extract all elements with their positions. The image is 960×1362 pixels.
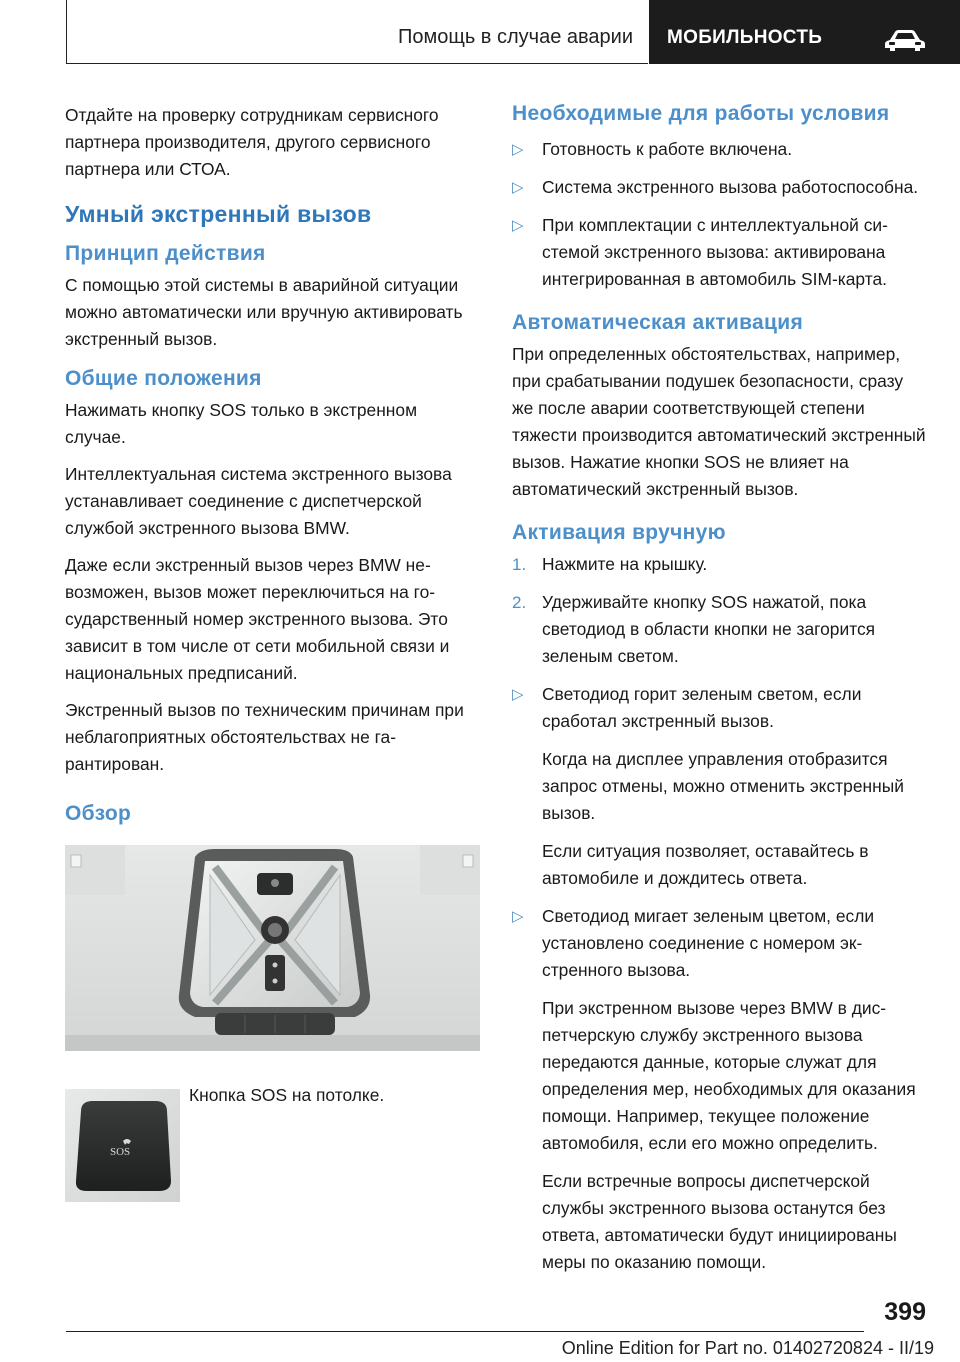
principle-heading: Принцип действия [65, 242, 266, 265]
page-number: 399 [884, 1298, 926, 1326]
list-item: ▷ Готовность к работе включена. [512, 136, 927, 163]
general-paragraph: Экстренный вызов по техническим причинам при неблагоприятных обстоятельствах не гарантирован. [65, 700, 464, 774]
ceiling-console-image [65, 845, 480, 1051]
general-paragraph: Даже если экстренный вызов через BMW невозможен, вызов может переключиться на государственный номер экстренного вызова. Это зависит в том числе от сети мобильной связи и национальных предписаний. [65, 555, 450, 683]
header-chapter-label: МОБИЛЬНОСТЬ [667, 27, 823, 48]
right-column [512, 102, 927, 1287]
list-item: ▷ При комплектации с интеллектуальной системой экстренного вызова: активирована интегрированная в автомобиль SIM-карта. [512, 212, 927, 293]
car-icon [884, 28, 926, 52]
triangle-bullet-icon: ▷ [512, 908, 524, 925]
list-item: ▷ Светодиод горит зеленым светом, если сработал экстренный вызов. [512, 681, 927, 735]
sos-label: SOS [110, 1146, 131, 1158]
manual-activation-heading: Активация вручную [512, 521, 726, 544]
header-section-title: Помощь в случае аварии [398, 26, 633, 48]
general-heading: Общие положения [65, 367, 262, 390]
sub-paragraph: При экстренном вызове через BMW в диспетчерскую службу экстренного вызова передаются данные, которые служат для определения мер, необходимых для оказания помощи. Например, текущее положение автомобиля, если его можно определить. [542, 998, 916, 1153]
footer-rule [66, 1331, 864, 1332]
list-item: ▷ Светодиод мигает зеленым цветом, если установлено соединение с номером экстренного вызова. [512, 903, 927, 984]
main-heading: Умный экстренный вызов [65, 201, 372, 227]
header-rule-bottom [66, 63, 648, 64]
auto-activation-heading: Автоматическая активация [512, 311, 804, 334]
general-paragraph: Нажимать кнопку SOS только в экстренном случае. [65, 400, 418, 447]
sos-button-image [65, 1089, 180, 1202]
overview-heading: Обзор [65, 802, 132, 825]
sub-paragraph: Если встречные вопросы диспетчерской службы экстренного вызова останутся без ответа, автоматически будут инициированы меры по оказанию помощи. [542, 1171, 897, 1272]
triangle-bullet-icon: ▷ [512, 217, 524, 234]
triangle-bullet-icon: ▷ [512, 141, 524, 158]
sub-paragraph: Если ситуация позволяет, оставайтесь в автомобиле и дождитесь ответа. [542, 841, 869, 888]
step-item: 2. Удерживайте кнопку SOS нажатой, пока светодиод в области кнопки не загорится зеленым светом. [512, 592, 876, 666]
conditions-heading: Необходимые для работы условия [512, 102, 890, 125]
intro-paragraph: Отдайте на проверку сотрудникам сервисного партнера производителя, другого сервисного партнера или СТОА. [65, 105, 439, 179]
footer-edition: Online Edition for Part no. 01402720824 - II/19 [561, 1338, 934, 1358]
image-caption: Кнопка SOS на потолке. [189, 1085, 385, 1105]
list-item: ▷ Система экстренного вызова работоспособна. [512, 174, 927, 201]
sub-paragraph: Когда на дисплее управления отобразится запрос отмены, можно отменить экстренный вызов. [542, 749, 904, 823]
triangle-bullet-icon: ▷ [512, 179, 524, 196]
general-paragraph: Интеллектуальная система экстренного вызова устанавливает соединение с диспетчерской службой экстренного вызова BMW. [65, 464, 452, 538]
auto-activation-paragraph: При определенных обстоятельствах, например, при срабатывании подушек безопасности, сразу же после аварии соответствующей степени тяжести производится автоматический экстренный вызов. Нажатие кнопки SOS не влияет на автоматический экстренный вызов. [512, 344, 926, 499]
left-column [65, 102, 480, 832]
principle-paragraph: С помощью этой системы в аварийной ситуации можно автоматически или вручную активировать экстренный вызов. [65, 275, 463, 349]
triangle-bullet-icon: ▷ [512, 686, 524, 703]
step-item: 1. Нажмите на крышку. [512, 554, 708, 574]
